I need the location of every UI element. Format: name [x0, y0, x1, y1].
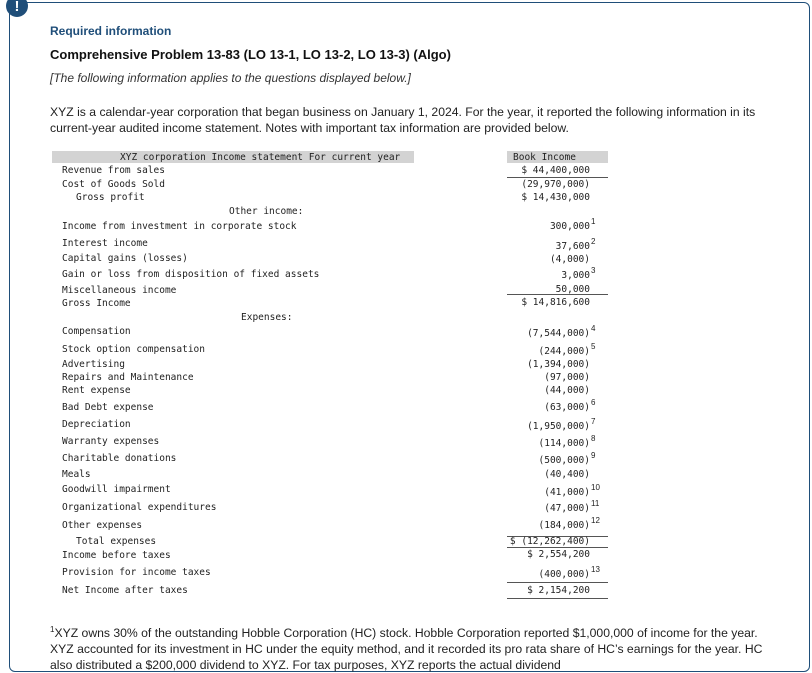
- table-row-amount: (7,544,000) 4: [527, 324, 596, 339]
- table-header-amount: Book Income: [513, 152, 576, 163]
- footnote-ref: 2: [591, 237, 596, 246]
- table-row-label: Income before taxes: [62, 550, 171, 561]
- table-row-amount: $ 2,554,200: [527, 549, 590, 560]
- section-label-expenses: Expenses:: [241, 312, 293, 323]
- table-row-amount: (184,000) 12: [538, 516, 600, 531]
- footnote-ref: 1: [591, 217, 596, 226]
- table-row-amount: 3,000 3: [561, 266, 596, 281]
- table-row-label: Income from investment in corporate stock: [62, 221, 297, 232]
- table-row-label: Gross profit: [76, 192, 145, 203]
- table-row-amount: (4,000): [549, 254, 590, 265]
- table-header-label: XYZ corporation Income statement For current year: [120, 152, 401, 163]
- rule-net-income-top: [507, 598, 608, 599]
- table-row-amount: (500,000) 9: [538, 451, 596, 466]
- footnote-ref: 3: [591, 266, 596, 275]
- table-row-label: Warranty expenses: [62, 436, 160, 447]
- required-information-label: Required information: [50, 24, 172, 38]
- table-row-amount: (400,000) 13: [538, 565, 600, 580]
- table-row-amount: (29,970,000): [521, 179, 590, 190]
- table-row-amount: 300,000 1: [549, 217, 596, 232]
- applies-note: [The following information applies to the questions displayed below.]: [50, 71, 411, 85]
- table-row-label: Depreciation: [62, 419, 131, 430]
- table-row-label: Total expenses: [76, 536, 157, 547]
- footnote-marker: 1: [50, 625, 55, 634]
- table-row-amount: (63,000) 6: [544, 398, 596, 413]
- table-row-label: Repairs and Maintenance: [62, 372, 194, 383]
- table-row-amount: (1,950,000) 7: [527, 417, 596, 432]
- table-row-label: Miscellaneous income: [62, 285, 177, 296]
- table-row-label: Provision for income taxes: [62, 567, 211, 578]
- table-row-amount: (97,000): [544, 372, 590, 383]
- footnote-ref: 12: [591, 516, 600, 525]
- table-row-label: Capital gains (losses): [62, 253, 188, 264]
- table-row-amount: $ 14,430,000: [521, 192, 590, 203]
- table-row-label: Gross Income: [62, 298, 131, 309]
- table-row-amount: $ 44,400,000: [521, 165, 590, 176]
- footnote-1: [50, 622, 780, 673]
- footnote-ref: 6: [591, 398, 596, 407]
- table-row-label: Bad Debt expense: [62, 402, 154, 413]
- table-row-amount: (41,000) 10: [544, 483, 600, 498]
- table-row-amount: (244,000) 5: [538, 342, 596, 357]
- footnote-ref: 8: [591, 434, 596, 443]
- table-row-label: Cost of Goods Sold: [62, 179, 165, 190]
- table-row-label: Interest income: [62, 238, 148, 249]
- table-row-label: Net Income after taxes: [62, 585, 188, 596]
- table-row-amount: $ 2,154,200: [527, 585, 590, 596]
- section-label-other-income: Other income:: [229, 206, 304, 217]
- table-row-amount: (47,000) 11: [544, 499, 600, 514]
- table-row-label: Rent expense: [62, 385, 131, 396]
- table-row-label: Goodwill impairment: [62, 484, 171, 495]
- table-row-amount: 37,600 2: [555, 237, 596, 252]
- table-row-amount: $ (12,262,400): [509, 536, 590, 547]
- table-row-amount: (1,394,000): [527, 359, 590, 370]
- rule-after-cogs: [507, 177, 608, 178]
- table-row-label: Charitable donations: [62, 453, 177, 464]
- footnote-ref: 5: [591, 342, 596, 351]
- table-row-label: Meals: [62, 469, 91, 480]
- table-row-label: Gain or loss from disposition of fixed assets: [62, 269, 320, 280]
- table-row-amount: (40,400): [544, 469, 590, 480]
- table-row-amount: $ 14,816,600: [521, 297, 590, 308]
- footnote-ref: 11: [591, 499, 600, 508]
- rule-after-tax-provision: [507, 582, 608, 583]
- table-row-label: Organizational expenditures: [62, 502, 217, 513]
- table-row-amount: (44,000): [544, 385, 590, 396]
- problem-title: Comprehensive Problem 13-83 (LO 13-1, LO 13-2, LO 13-3) (Algo): [50, 47, 451, 62]
- table-row-label: Stock option compensation: [62, 344, 205, 355]
- rule-after-total-expenses: [507, 547, 608, 548]
- table-row-label: Other expenses: [62, 520, 143, 531]
- footnote-ref: 7: [591, 417, 596, 426]
- footnote-ref: 13: [591, 565, 600, 574]
- table-row-amount: (114,000) 8: [538, 434, 596, 449]
- table-row-amount: 50,000: [555, 284, 590, 295]
- table-row-label: Compensation: [62, 326, 131, 337]
- alert-icon: !: [6, 0, 28, 17]
- footnote-ref: 9: [591, 451, 596, 460]
- footnote-ref: 4: [591, 324, 596, 333]
- table-row-label: Advertising: [62, 359, 125, 370]
- table-row-label: Revenue from sales: [62, 165, 165, 176]
- footnote-text: XYZ owns 30% of the outstanding Hobble Corporation (HC) stock. Hobble Corporation reported $1,000,000 of income for the year. XYZ accounted for its investment in HC under the equity method, and it recorded its pro rata share of HC’s earnings for the year. HC also distributed a $200,000 dividend to XYZ. For tax purposes, XYZ reports the actual dividend: [50, 626, 763, 673]
- footnote-ref: 10: [591, 483, 600, 492]
- intro-paragraph: XYZ is a calendar-year corporation that began business on January 1, 2024. For the year, it reported the following information in its current-year audited income statement. Notes with important tax information are provided below.: [50, 105, 756, 135]
